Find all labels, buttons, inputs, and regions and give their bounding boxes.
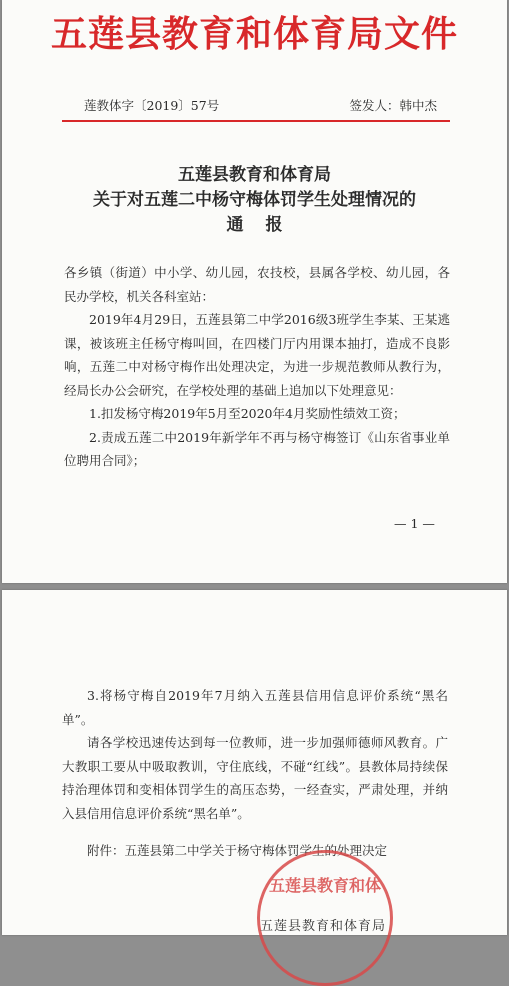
document-page-1 <box>2 0 507 583</box>
seal-arc-text: 五莲县教育和体 <box>268 876 381 895</box>
paragraph-item-1: 1.扣发杨守梅2019年5月至2020年4月奖励性绩效工资； <box>89 406 406 421</box>
document-title <box>2 163 507 238</box>
page-number: — 1 — <box>394 516 435 531</box>
doc-number: 莲教体字〔2019〕57号 <box>84 98 220 113</box>
title-line-2: 关于对五莲二中杨守梅体罚学生处理情况的 <box>93 190 416 210</box>
salutation: 各乡镇（街道）中小学、幼儿园，农技校，县属各学校、幼儿园，各民办学校，机关各科室站： <box>64 265 450 304</box>
doc-meta-line <box>84 96 437 114</box>
paragraph-item-3: 3.将杨守梅自2019年7月纳入五莲县信用信息评价系统“黑名单”。 <box>62 688 448 727</box>
paragraph-item-2: 2.责成五莲二中2019年新学年不再与杨守梅签订《山东省事业单位聘用合同》； <box>64 429 450 468</box>
header-title: 五莲县教育和体育局文件 <box>50 13 458 55</box>
body-text-page-1 <box>64 261 450 473</box>
body-text-page-2 <box>62 684 448 863</box>
title-line-3: 通报 <box>226 215 305 235</box>
attachment-line: 附件：五莲县第二中学关于杨守梅体罚学生的处理决定 <box>87 843 388 858</box>
paragraph-closing: 请各学校迅速传达到每一位教师，进一步加强师德师风教育。广大教职工要从中吸取教训，守住底线，不碰“红线”。县教体局持续保持治理体罚和变相体罚学生的高压态势，一经查实，严肃处理，并纳入县信用信息评价系统“黑名单”。 <box>62 735 448 821</box>
issuer-name: 五莲县教育和体育局 <box>260 919 387 934</box>
signer: 签发人：韩中杰 <box>349 98 437 113</box>
title-line-1: 五莲县教育和体育局 <box>178 165 331 185</box>
paragraph-incident: 2019年4月29日，五莲县第二中学2016级3班学生李某、王某逃课，被该班主任杨守梅叫回，在四楼门厅内用课本抽打，造成不良影响，五莲二中对杨守梅作出处理决定，为进一步规范教师从教行为，经局长办公会研究，在学校处理的基础上追加以下处理意见： <box>64 312 450 398</box>
red-divider <box>62 120 450 122</box>
